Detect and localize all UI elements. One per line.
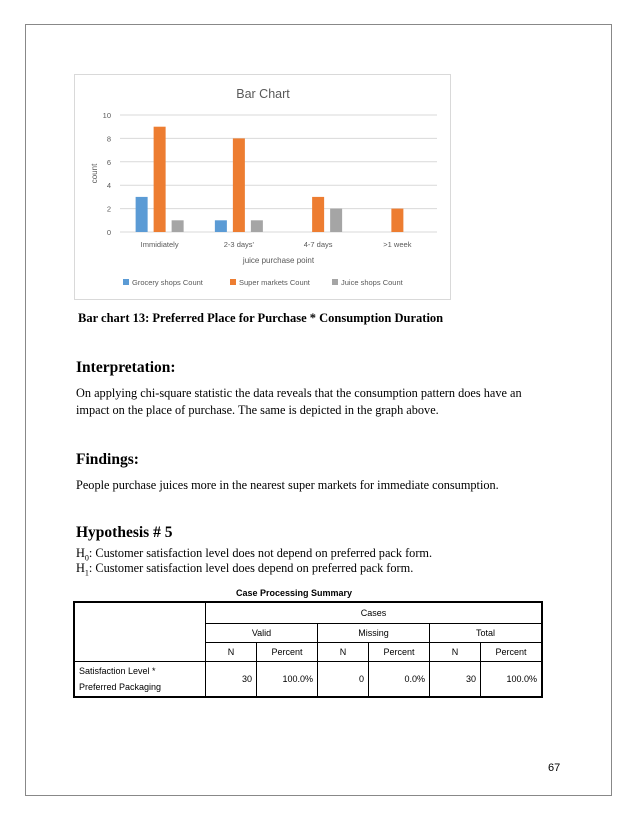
col-header: N: [318, 643, 369, 662]
bar: [215, 220, 227, 232]
legend-swatch: [123, 279, 129, 285]
x-tick-label: 2-3 days': [223, 240, 254, 249]
cases-header: Cases: [206, 602, 543, 624]
table-cell: 30: [430, 662, 481, 698]
col-header: Percent: [257, 643, 318, 662]
total-header: Total: [430, 624, 543, 643]
interpretation-heading: Interpretation:: [76, 359, 176, 376]
y-tick-label: 6: [106, 157, 111, 167]
legend-label: Juice shops Count: [341, 278, 403, 287]
x-tick-label: >1 week: [383, 240, 412, 249]
bar: [312, 197, 324, 232]
y-tick-label: 8: [106, 134, 111, 144]
bar: [136, 197, 148, 232]
hypothesis-h0: $H_0$: Customer satisfaction level does not depend on preferred pack form.: [76, 546, 433, 563]
findings-heading: Findings:: [76, 451, 139, 468]
bar: [330, 209, 342, 232]
page-number: 67: [548, 762, 561, 774]
interpretation-text: On applying chi-square statistic the data reveals that the consumption pattern does have an impact on the place of purchase. The same is depicted in the graph above.: [76, 386, 522, 417]
x-tick-label: 4-7 days: [303, 240, 333, 249]
bar-chart: [74, 74, 451, 300]
y-tick-label: 4: [106, 181, 111, 191]
hypothesis-heading: Hypothesis # 5: [76, 524, 173, 541]
col-header: Percent: [369, 643, 430, 662]
legend-label: Grocery shops Count: [132, 278, 203, 287]
x-axis-label: juice purchase point: [242, 256, 315, 265]
y-tick-label: 2: [106, 204, 111, 214]
missing-header: Missing: [318, 624, 430, 643]
bar: [172, 220, 184, 232]
col-header: Percent: [481, 643, 543, 662]
bar: [154, 127, 166, 232]
y-tick-label: 0: [106, 228, 111, 237]
findings-text: People purchase juices more in the nearest super markets for immediate consumption.: [76, 478, 499, 492]
row-label: Satisfaction Level * Preferred Packaging: [74, 662, 206, 698]
bar: [233, 138, 245, 232]
chart-title: Bar Chart: [236, 87, 290, 101]
chart-svg: [75, 75, 452, 301]
valid-header: Valid: [206, 624, 318, 643]
case-processing-table: [73, 601, 543, 698]
legend-label: Super markets Count: [239, 278, 310, 287]
hypothesis-h1: $H_1$: Customer satisfaction level does depend on preferred pack form.: [76, 561, 414, 578]
y-axis-label: count: [90, 163, 99, 184]
table-cell: 100.0%: [257, 662, 318, 698]
col-header: N: [430, 643, 481, 662]
col-header: N: [206, 643, 257, 662]
legend-swatch: [230, 279, 236, 285]
legend-swatch: [332, 279, 338, 285]
table-title: Case Processing Summary: [236, 588, 353, 598]
x-tick-label: Immidiately: [140, 240, 179, 249]
table-cell: 100.0%: [481, 662, 543, 698]
table-cell: 30: [206, 662, 257, 698]
table-corner: [74, 602, 206, 662]
table-cell: 0: [318, 662, 369, 698]
table-cell: 0.0%: [369, 662, 430, 698]
bar: [251, 220, 263, 232]
bar: [391, 209, 403, 232]
chart-caption: Bar chart 13: Preferred Place for Purchase * Consumption Duration: [78, 311, 444, 325]
y-tick-label: 10: [102, 111, 111, 120]
